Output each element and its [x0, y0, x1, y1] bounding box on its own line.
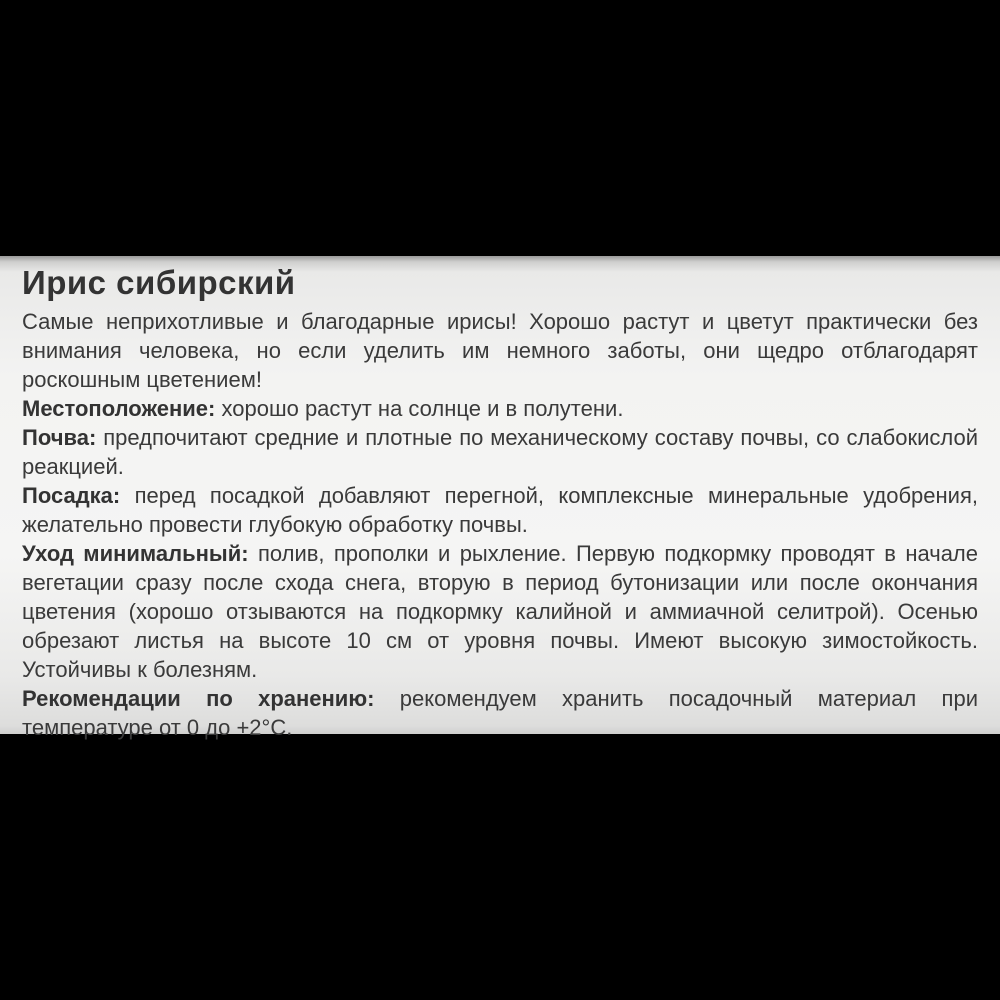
section-location-label: Местоположение: — [22, 396, 216, 421]
section-storage-text: рекомендуем хранить посадочный материал при температуре от 0 до +2°С. — [22, 686, 978, 740]
section-planting — [22, 481, 978, 539]
plant-care-label — [0, 256, 1000, 740]
section-care — [22, 539, 978, 684]
section-location — [22, 394, 978, 423]
section-location-text: хорошо растут на солнце и в полутени. — [221, 396, 624, 421]
intro-paragraph: Самые неприхотливые и благодарные ирисы! Хорошо растут и цветут практически без внимания человека, но если уделить им немного заботы, они щедро отблагодарят роскошным цветением! — [22, 309, 978, 392]
section-care-text: полив, прополки и рыхление. Первую подкормку проводят в начале вегетации сразу после схода снега, вторую в период бутонизации или после окончания цветения (хорошо отзываются на подкормку калийной и аммиачной селитрой). Осенью обрезают листья на высоте 10 см от уровня почвы. Имеют высокую зимостойкость. Устойчивы к болезням. — [22, 541, 978, 682]
section-soil-text: предпочитают средние и плотные по механическому составу почвы, со слабокислой реакцией. — [22, 425, 978, 479]
section-care-label: Уход минимальный: — [22, 541, 249, 566]
section-planting-label: Посадка: — [22, 483, 121, 508]
section-storage-label: Рекомендации по хранению: — [22, 686, 375, 711]
section-planting-text: перед посадкой добавляют перегной, комплексные минеральные удобрения, желательно провести глубокую обработку почвы. — [22, 483, 978, 537]
section-storage — [22, 684, 978, 742]
plant-title: Ирис сибирский — [22, 264, 296, 301]
section-soil-label: Почва: — [22, 425, 97, 450]
section-soil — [22, 423, 978, 481]
